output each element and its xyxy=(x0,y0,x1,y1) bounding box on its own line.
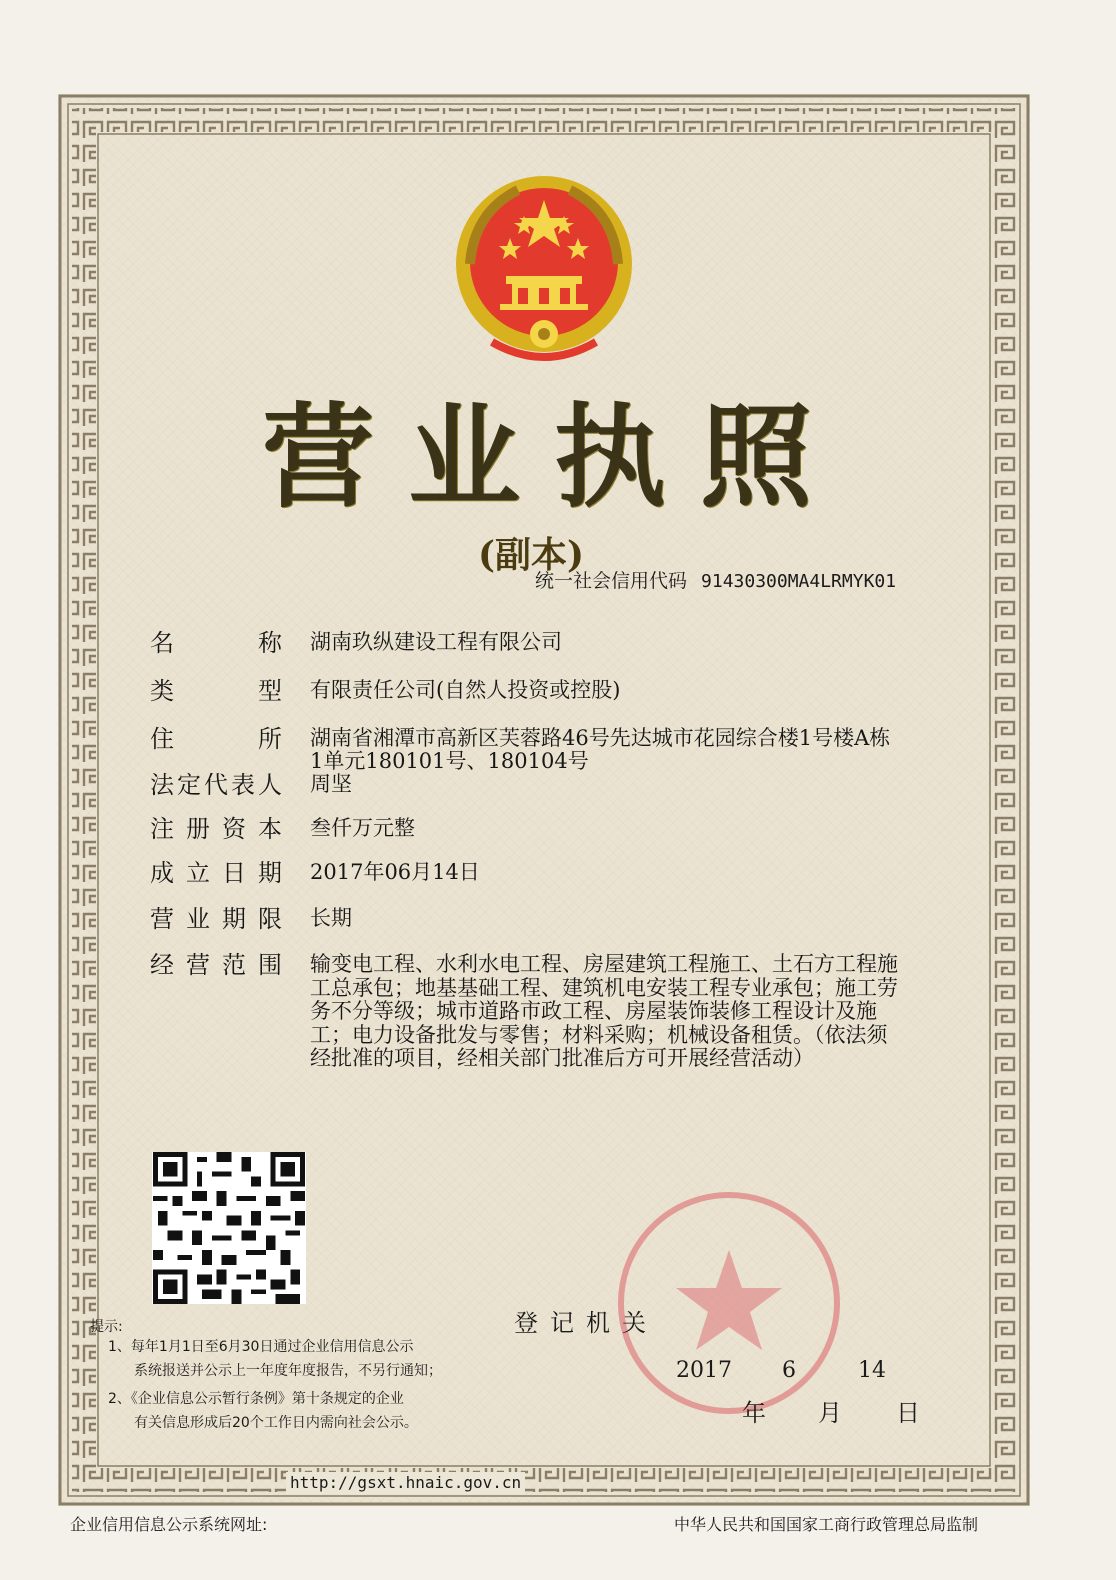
month-label: 月 xyxy=(818,1399,842,1427)
field-value: 长期 xyxy=(310,906,352,930)
qr-code-icon[interactable] xyxy=(152,1152,306,1304)
issue-month: 6 xyxy=(782,1358,796,1383)
field-label: 营 业 期 限 xyxy=(150,905,282,933)
field-label: 名 称 xyxy=(150,629,282,657)
field-label: 成 立 日 期 xyxy=(150,859,282,887)
field-value: 湖南省湘潭市高新区芙蓉路46号先达城市花园综合楼1号楼A栋1单元180101号、180104号 xyxy=(310,726,891,773)
credit-code-label: 统一社会信用代码 xyxy=(535,570,688,592)
document-subtitle: (副本) xyxy=(478,534,585,576)
day-label: 日 xyxy=(896,1399,920,1427)
tips-item: 系统报送并公示上一年度年度报告，不另行通知； xyxy=(134,1363,442,1379)
field-value: 叁仟万元整 xyxy=(310,816,415,840)
field-value: 湖南玖纵建设工程有限公司 xyxy=(310,630,562,654)
issue-year: 2017 xyxy=(676,1358,732,1383)
credit-code-value: 91430300MA4LRMYK01 xyxy=(701,571,897,592)
field-value: 有限责任公司(自然人投资或控股) xyxy=(310,678,621,702)
national-emblem-icon xyxy=(452,172,636,362)
field-value: 周坚 xyxy=(310,772,352,796)
field-label: 经 营 范 围 xyxy=(150,951,282,979)
document-title: 营业执照 xyxy=(262,392,846,523)
footer-website-label: 企业信用信息公示系统网址: xyxy=(70,1515,268,1534)
field-value: 2017年06月14日 xyxy=(310,860,480,884)
footer-supervisor: 中华人民共和国国家工商行政管理总局监制 xyxy=(674,1515,979,1534)
field-label: 注 册 资 本 xyxy=(150,815,282,843)
tips-item: 1、每年1月1日至6月30日通过企业信用信息公示 xyxy=(108,1339,414,1355)
field-label: 住 所 xyxy=(150,725,282,753)
issue-day: 14 xyxy=(858,1358,886,1383)
tips-item: 2、《企业信息公示暂行条例》第十条规定的企业 xyxy=(108,1391,404,1407)
field-label: 法 定 代 表 人 xyxy=(150,771,282,799)
website-url-link[interactable]: http://gsxt.hnaic.gov.cn xyxy=(286,1472,525,1494)
field-label: 类 型 xyxy=(150,677,282,705)
field-value: 输变电工程、水利水电工程、房屋建筑工程施工、土石方工程施工总承包；地基基础工程、建筑机电安装工程专业承包；施工劳务不分等级；城市道路市政工程、房屋装饰装修工程设计及施工；电力设备批发与零售；材料采购；机械设备租赁。（依法须经批准的项目，经相关部门批准后方可开展经营活动） xyxy=(310,952,898,1070)
registration-authority: 登记机关 xyxy=(514,1309,658,1337)
tips-item: 有关信息形成后20个工作日内需向社会公示。 xyxy=(134,1415,418,1431)
credit-code-row xyxy=(535,566,896,596)
year-label: 年 xyxy=(742,1399,766,1427)
tips-heading: 提示: xyxy=(90,1319,123,1335)
